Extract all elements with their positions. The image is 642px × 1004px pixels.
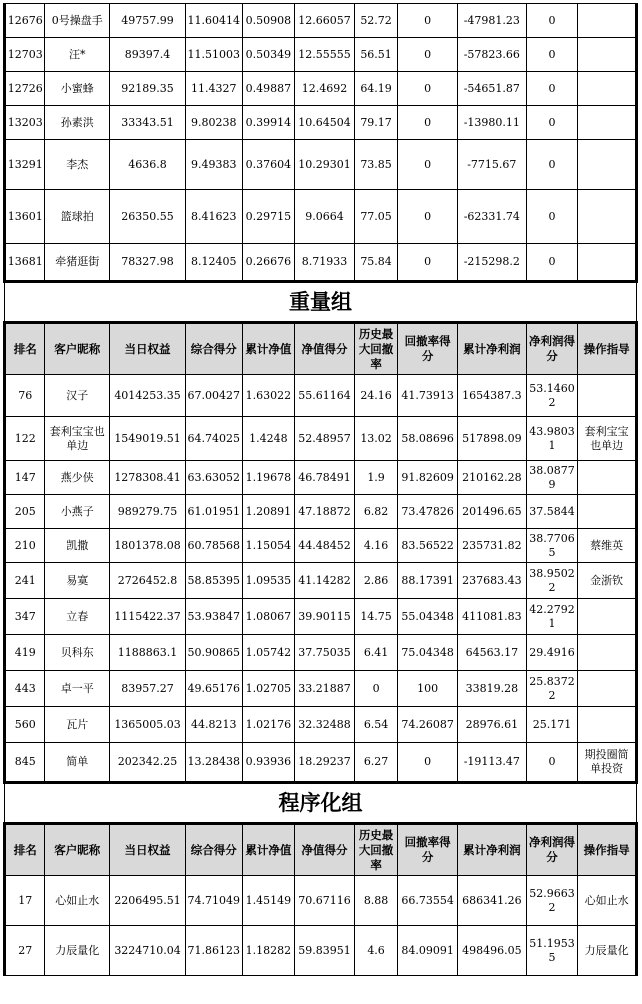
- column-header: 综合得分: [185, 323, 242, 375]
- guidance-cell: [578, 461, 637, 495]
- value-cell: 91.82609: [398, 461, 458, 495]
- value-cell: 1.4248: [242, 417, 295, 461]
- table-row: [5, 529, 637, 563]
- value-cell: 73.47826: [398, 495, 458, 529]
- nickname-cell: 汉子: [45, 375, 110, 417]
- value-cell: -62331.74: [457, 190, 526, 244]
- value-cell: 1278308.41: [110, 461, 186, 495]
- value-cell: 411081.83: [457, 599, 526, 635]
- value-cell: 41.73913: [398, 375, 458, 417]
- value-cell: 66.73554: [398, 876, 458, 926]
- value-cell: 1188863.1: [110, 635, 186, 671]
- guidance-cell: [578, 671, 637, 707]
- table-row: [5, 495, 637, 529]
- value-cell: 32.32488: [295, 707, 355, 743]
- value-cell: 0: [526, 190, 578, 244]
- nickname-cell: 李杰: [45, 140, 110, 190]
- table-row: [5, 635, 637, 671]
- table-row: [5, 140, 637, 190]
- value-cell: 41.14282: [295, 563, 355, 599]
- value-cell: 0.26676: [242, 244, 295, 282]
- rank-cell: 13681: [5, 244, 45, 282]
- column-header: 累计净利润: [457, 323, 526, 375]
- value-cell: 64.19: [354, 72, 397, 106]
- value-cell: 37.75035: [295, 635, 355, 671]
- value-cell: 0: [526, 72, 578, 106]
- guidance-cell: 期投圈简单投资: [578, 743, 637, 783]
- value-cell: 686341.26: [457, 876, 526, 926]
- value-cell: 6.54: [354, 707, 397, 743]
- nickname-cell: 小蜜蜂: [45, 72, 110, 106]
- value-cell: 8.12405: [185, 244, 242, 282]
- rank-cell: 13291: [5, 140, 45, 190]
- value-cell: 28976.61: [457, 707, 526, 743]
- guidance-cell: 金浙钦: [578, 563, 637, 599]
- table-row: [5, 417, 637, 461]
- value-cell: 0.39914: [242, 106, 295, 140]
- value-cell: 13.28438: [185, 743, 242, 783]
- rank-cell: 76: [5, 375, 45, 417]
- value-cell: 235731.82: [457, 529, 526, 563]
- value-cell: 61.01951: [185, 495, 242, 529]
- guidance-cell: 心如止水: [578, 876, 637, 926]
- value-cell: 8.41623: [185, 190, 242, 244]
- rank-cell: 17: [5, 876, 45, 926]
- value-cell: 0: [398, 140, 458, 190]
- value-cell: 25.83722: [526, 671, 578, 707]
- rank-cell: 560: [5, 707, 45, 743]
- rank-cell: 443: [5, 671, 45, 707]
- guidance-cell: [578, 707, 637, 743]
- table-row: [5, 38, 637, 72]
- column-header: 客户昵称: [45, 824, 110, 876]
- value-cell: 4636.8: [110, 140, 186, 190]
- value-cell: 14.75: [354, 599, 397, 635]
- value-cell: 29.4916: [526, 635, 578, 671]
- column-header: 净值得分: [295, 323, 355, 375]
- value-cell: 2206495.51: [110, 876, 186, 926]
- table-row: [5, 926, 637, 976]
- value-cell: 1.02705: [242, 671, 295, 707]
- value-cell: 0.29715: [242, 190, 295, 244]
- value-cell: 33819.28: [457, 671, 526, 707]
- value-cell: 0.50349: [242, 38, 295, 72]
- value-cell: 71.86123: [185, 926, 242, 976]
- column-header: 当日权益: [110, 824, 186, 876]
- value-cell: 2.86: [354, 563, 397, 599]
- value-cell: -215298.2: [457, 244, 526, 282]
- value-cell: 60.78568: [185, 529, 242, 563]
- value-cell: 1115422.37: [110, 599, 186, 635]
- value-cell: 6.41: [354, 635, 397, 671]
- ranking-sheet: [3, 3, 638, 976]
- value-cell: 0: [526, 4, 578, 38]
- nickname-cell: 卓一平: [45, 671, 110, 707]
- rank-cell: 241: [5, 563, 45, 599]
- nickname-cell: 立春: [45, 599, 110, 635]
- value-cell: 0.93936: [242, 743, 295, 783]
- value-cell: 4.6: [354, 926, 397, 976]
- value-cell: 55.04348: [398, 599, 458, 635]
- value-cell: 55.61164: [295, 375, 355, 417]
- value-cell: 38.77065: [526, 529, 578, 563]
- nickname-cell: 牵猪逛街: [45, 244, 110, 282]
- value-cell: 210162.28: [457, 461, 526, 495]
- guidance-cell: [578, 495, 637, 529]
- nickname-cell: 汪*: [45, 38, 110, 72]
- value-cell: 9.80238: [185, 106, 242, 140]
- value-cell: 517898.09: [457, 417, 526, 461]
- nickname-cell: 小燕子: [45, 495, 110, 529]
- table-row: [5, 190, 637, 244]
- column-header: 回撤率得分: [398, 323, 458, 375]
- value-cell: 43.98031: [526, 417, 578, 461]
- table-row: [5, 461, 637, 495]
- value-cell: 38.95022: [526, 563, 578, 599]
- value-cell: 47.18872: [295, 495, 355, 529]
- value-cell: 83.56522: [398, 529, 458, 563]
- table-row: [5, 244, 637, 282]
- nickname-cell: 套利宝宝也单边: [45, 417, 110, 461]
- table-row: [5, 671, 637, 707]
- rank-cell: 13601: [5, 190, 45, 244]
- value-cell: [578, 106, 637, 140]
- value-cell: 2726452.8: [110, 563, 186, 599]
- value-cell: 12.66057: [295, 4, 355, 38]
- value-cell: 74.71049: [185, 876, 242, 926]
- value-cell: 0: [526, 106, 578, 140]
- value-cell: 6.82: [354, 495, 397, 529]
- nickname-cell: 力辰量化: [45, 926, 110, 976]
- column-header: 累计净值: [242, 323, 295, 375]
- column-header: 操作指导: [578, 824, 637, 876]
- nickname-cell: 凯撒: [45, 529, 110, 563]
- value-cell: 237683.43: [457, 563, 526, 599]
- value-cell: 9.0664: [295, 190, 355, 244]
- value-cell: 26350.55: [110, 190, 186, 244]
- value-cell: 498496.05: [457, 926, 526, 976]
- value-cell: 1.19678: [242, 461, 295, 495]
- nickname-cell: 燕少侠: [45, 461, 110, 495]
- nickname-cell: 瓦片: [45, 707, 110, 743]
- header-row: [5, 824, 637, 876]
- table-row: [5, 707, 637, 743]
- value-cell: 11.51003: [185, 38, 242, 72]
- value-cell: 73.85: [354, 140, 397, 190]
- value-cell: 53.93847: [185, 599, 242, 635]
- value-cell: 12.55555: [295, 38, 355, 72]
- value-cell: 50.90865: [185, 635, 242, 671]
- value-cell: 1.45149: [242, 876, 295, 926]
- column-header: 回撤率得分: [398, 824, 458, 876]
- column-header: 当日权益: [110, 323, 186, 375]
- value-cell: 39.90115: [295, 599, 355, 635]
- table-row: [5, 106, 637, 140]
- group-title: 重量组: [5, 282, 637, 323]
- value-cell: 1.9: [354, 461, 397, 495]
- ranking-table: [3, 3, 638, 976]
- value-cell: 42.27921: [526, 599, 578, 635]
- value-cell: 1.05742: [242, 635, 295, 671]
- value-cell: 8.71933: [295, 244, 355, 282]
- value-cell: 88.17391: [398, 563, 458, 599]
- column-header: 净利润得分: [526, 323, 578, 375]
- value-cell: [578, 38, 637, 72]
- value-cell: 49.65176: [185, 671, 242, 707]
- value-cell: 0: [526, 38, 578, 72]
- nickname-cell: 贝科东: [45, 635, 110, 671]
- table-row: [5, 599, 637, 635]
- value-cell: 201496.65: [457, 495, 526, 529]
- nickname-cell: 简单: [45, 743, 110, 783]
- value-cell: [578, 244, 637, 282]
- value-cell: 0: [354, 671, 397, 707]
- value-cell: 1.15054: [242, 529, 295, 563]
- value-cell: [578, 140, 637, 190]
- value-cell: 4014253.35: [110, 375, 186, 417]
- value-cell: [578, 72, 637, 106]
- value-cell: 18.29237: [295, 743, 355, 783]
- value-cell: 83957.27: [110, 671, 186, 707]
- value-cell: [578, 190, 637, 244]
- value-cell: 1.18282: [242, 926, 295, 976]
- value-cell: 1.63022: [242, 375, 295, 417]
- value-cell: 67.00427: [185, 375, 242, 417]
- rank-cell: 12726: [5, 72, 45, 106]
- value-cell: 1.09535: [242, 563, 295, 599]
- value-cell: 10.29301: [295, 140, 355, 190]
- value-cell: 51.19535: [526, 926, 578, 976]
- value-cell: 56.51: [354, 38, 397, 72]
- value-cell: 0.50908: [242, 4, 295, 38]
- table-row: [5, 72, 637, 106]
- value-cell: 6.27: [354, 743, 397, 783]
- column-header: 历史最大回撤率: [354, 323, 397, 375]
- value-cell: 0: [398, 106, 458, 140]
- value-cell: 52.72: [354, 4, 397, 38]
- table-row: [5, 563, 637, 599]
- value-cell: 0: [398, 244, 458, 282]
- value-cell: -7715.67: [457, 140, 526, 190]
- value-cell: 64563.17: [457, 635, 526, 671]
- value-cell: 74.26087: [398, 707, 458, 743]
- column-header: 累计净利润: [457, 824, 526, 876]
- value-cell: -54651.87: [457, 72, 526, 106]
- value-cell: 78327.98: [110, 244, 186, 282]
- value-cell: 58.08696: [398, 417, 458, 461]
- group-title: 程序化组: [5, 783, 637, 824]
- guidance-cell: 套利宝宝也单边: [578, 417, 637, 461]
- value-cell: 70.67116: [295, 876, 355, 926]
- rank-cell: 210: [5, 529, 45, 563]
- column-header: 客户昵称: [45, 323, 110, 375]
- value-cell: -13980.11: [457, 106, 526, 140]
- value-cell: 11.60414: [185, 4, 242, 38]
- value-cell: 1801378.08: [110, 529, 186, 563]
- nickname-cell: 0号操盘手: [45, 4, 110, 38]
- value-cell: 37.5844: [526, 495, 578, 529]
- value-cell: 9.49383: [185, 140, 242, 190]
- nickname-cell: 孙素洪: [45, 106, 110, 140]
- value-cell: -47981.23: [457, 4, 526, 38]
- column-header: 净值得分: [295, 824, 355, 876]
- value-cell: 59.83951: [295, 926, 355, 976]
- value-cell: 4.16: [354, 529, 397, 563]
- value-cell: 3224710.04: [110, 926, 186, 976]
- value-cell: 1.02176: [242, 707, 295, 743]
- table-row: [5, 375, 637, 417]
- value-cell: 89397.4: [110, 38, 186, 72]
- value-cell: 92189.35: [110, 72, 186, 106]
- guidance-cell: [578, 635, 637, 671]
- value-cell: 25.171: [526, 707, 578, 743]
- value-cell: 52.96632: [526, 876, 578, 926]
- header-row: [5, 323, 637, 375]
- table-row: [5, 876, 637, 926]
- nickname-cell: 易寞: [45, 563, 110, 599]
- value-cell: 79.17: [354, 106, 397, 140]
- rank-cell: 205: [5, 495, 45, 529]
- value-cell: 1.20891: [242, 495, 295, 529]
- value-cell: 53.14602: [526, 375, 578, 417]
- value-cell: 75.04348: [398, 635, 458, 671]
- value-cell: 100: [398, 671, 458, 707]
- value-cell: [578, 4, 637, 38]
- column-header: 累计净值: [242, 824, 295, 876]
- rank-cell: 13203: [5, 106, 45, 140]
- rank-cell: 845: [5, 743, 45, 783]
- guidance-cell: [578, 599, 637, 635]
- value-cell: 33.21887: [295, 671, 355, 707]
- value-cell: 49757.99: [110, 4, 186, 38]
- value-cell: 44.8213: [185, 707, 242, 743]
- column-header: 操作指导: [578, 323, 637, 375]
- value-cell: -19113.47: [457, 743, 526, 783]
- guidance-cell: [578, 375, 637, 417]
- nickname-cell: 篮球拍: [45, 190, 110, 244]
- value-cell: 1549019.51: [110, 417, 186, 461]
- value-cell: 1654387.3: [457, 375, 526, 417]
- value-cell: 0: [398, 4, 458, 38]
- value-cell: 44.48452: [295, 529, 355, 563]
- value-cell: 52.48957: [295, 417, 355, 461]
- value-cell: 24.16: [354, 375, 397, 417]
- value-cell: 0: [526, 743, 578, 783]
- value-cell: 75.84: [354, 244, 397, 282]
- value-cell: 202342.25: [110, 743, 186, 783]
- value-cell: 13.02: [354, 417, 397, 461]
- value-cell: -57823.66: [457, 38, 526, 72]
- value-cell: 10.64504: [295, 106, 355, 140]
- value-cell: 63.63052: [185, 461, 242, 495]
- value-cell: 0: [526, 244, 578, 282]
- table-row: [5, 743, 637, 783]
- rank-cell: 12703: [5, 38, 45, 72]
- rank-cell: 347: [5, 599, 45, 635]
- value-cell: 0: [398, 190, 458, 244]
- value-cell: 1365005.03: [110, 707, 186, 743]
- guidance-cell: 蔡维英: [578, 529, 637, 563]
- value-cell: 12.4692: [295, 72, 355, 106]
- value-cell: 0: [526, 140, 578, 190]
- rank-cell: 27: [5, 926, 45, 976]
- rank-cell: 147: [5, 461, 45, 495]
- column-header: 历史最大回撤率: [354, 824, 397, 876]
- rank-cell: 12676: [5, 4, 45, 38]
- table-row: [5, 4, 637, 38]
- value-cell: 33343.51: [110, 106, 186, 140]
- value-cell: 8.88: [354, 876, 397, 926]
- value-cell: 0: [398, 72, 458, 106]
- value-cell: 38.08779: [526, 461, 578, 495]
- column-header: 排名: [5, 824, 45, 876]
- value-cell: 989279.75: [110, 495, 186, 529]
- column-header: 排名: [5, 323, 45, 375]
- value-cell: 1.08067: [242, 599, 295, 635]
- column-header: 净利润得分: [526, 824, 578, 876]
- nickname-cell: 心如止水: [45, 876, 110, 926]
- value-cell: 0: [398, 38, 458, 72]
- value-cell: 58.85395: [185, 563, 242, 599]
- column-header: 综合得分: [185, 824, 242, 876]
- rank-cell: 122: [5, 417, 45, 461]
- value-cell: 11.4327: [185, 72, 242, 106]
- value-cell: 0.37604: [242, 140, 295, 190]
- value-cell: 64.74025: [185, 417, 242, 461]
- rank-cell: 419: [5, 635, 45, 671]
- value-cell: 84.09091: [398, 926, 458, 976]
- value-cell: 77.05: [354, 190, 397, 244]
- value-cell: 0: [398, 743, 458, 783]
- value-cell: 46.78491: [295, 461, 355, 495]
- value-cell: 0.49887: [242, 72, 295, 106]
- guidance-cell: 力辰量化: [578, 926, 637, 976]
